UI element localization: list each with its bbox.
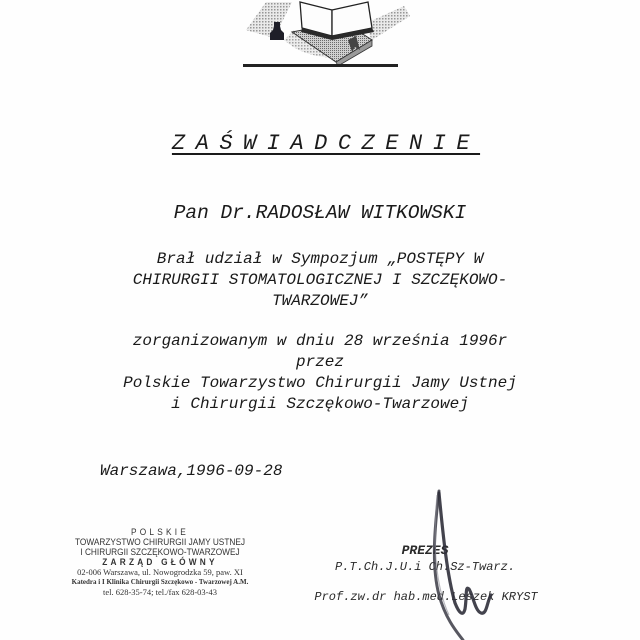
signatory-role: PREZES (401, 543, 449, 558)
organizer-line: Polskie Towarzystwo Chirurgii Jamy Ustnej (123, 374, 517, 392)
signatory-name: Prof.zw.dr hab.med.Leszek KRYST (314, 590, 538, 604)
certificate-title (0, 131, 640, 156)
signatory-organization: P.T.Ch.J.U.i Ch.Sz-Twarz. (334, 560, 516, 574)
stamp-line: POLSKIE (131, 527, 189, 537)
participation-line: CHIRURGII STOMATOLOGICZNEJ I SZCZĘKOWO- (132, 271, 508, 289)
participation-line: Brał udział w Sympozjum „POSTĘPY W (156, 250, 484, 268)
organization-stamp (60, 527, 260, 597)
stamp-line: ZARZĄD GŁÓWNY (102, 557, 218, 567)
organizer-text (0, 331, 640, 415)
signatory-block (300, 543, 550, 575)
stamp-line: TOWARZYSTWO CHIRURGII JAMY USTNEJ (74, 537, 246, 547)
participation-text (0, 249, 640, 312)
participation-line: TWARZOWEJ” (271, 292, 368, 310)
title-text: ZAŚWIADCZENIE (171, 131, 481, 156)
open-book-inkwell-icon (244, 0, 414, 70)
stamp-department: Katedra i I Klinika Chirurgii Szczękowo - Twarzowej A.M. (71, 578, 249, 586)
organizer-line: i Chirurgii Szczękowo-Twarzowej (171, 395, 469, 413)
place-date: Warszawa,1996-09-28 (100, 462, 283, 480)
organizer-line: zorganizowanym w dniu 28 września 1996r (132, 332, 508, 350)
recipient-name: Pan Dr.RADOSŁAW WITKOWSKI (173, 202, 467, 224)
stamp-address: 02-006 Warszawa, ul. Nowogrodzka 59, paw. XI (77, 567, 243, 577)
stamp-line: I CHIRURGII SZCZĘKOWO-TWARZOWEJ (80, 547, 240, 557)
stamp-phone: tel. 628-35-74; tel./fax 628-03-43 (102, 587, 217, 597)
organizer-line: przez (295, 353, 344, 371)
header-rule (243, 64, 398, 67)
